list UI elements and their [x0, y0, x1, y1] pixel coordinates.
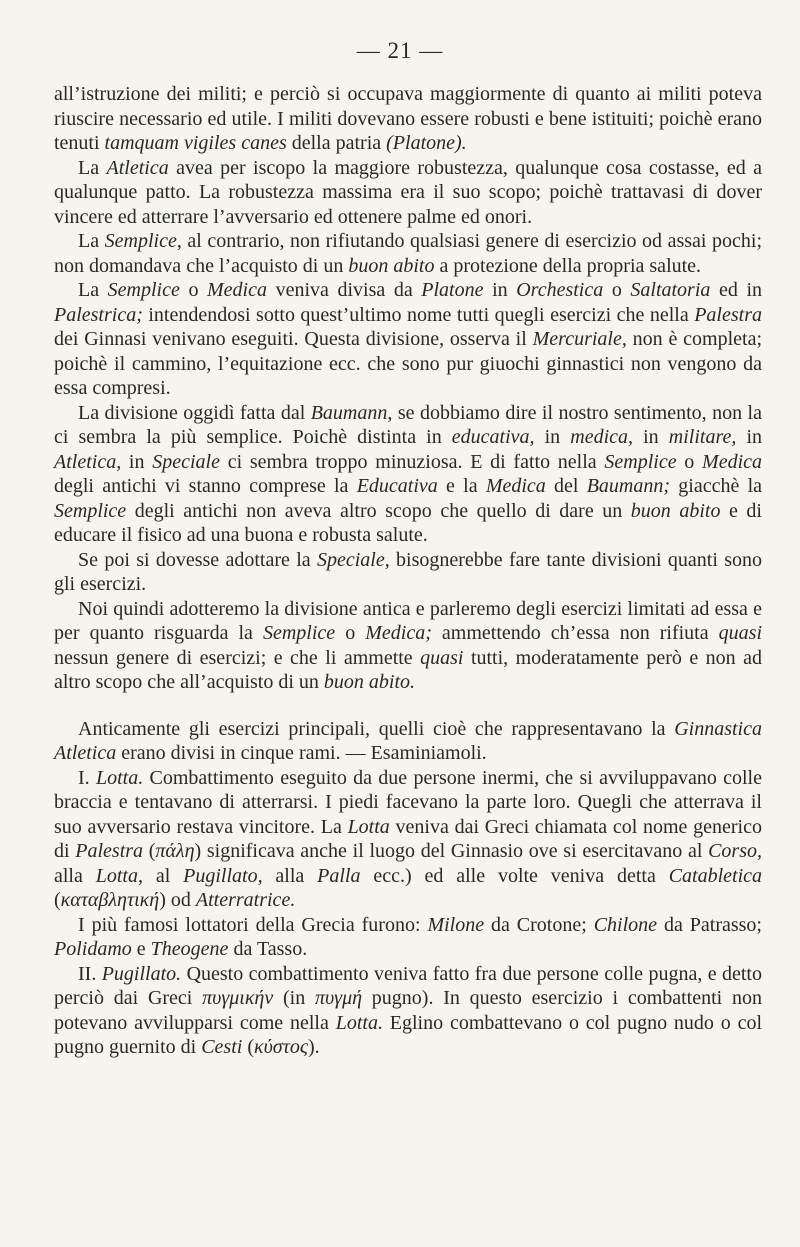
text-run: degli antichi non aveva altro scopo che quello di dare un: [126, 499, 631, 522]
paragraph-p9: [54, 766, 762, 913]
text-run: a protezione della propria salute.: [434, 254, 702, 277]
italic-run: Catabletica: [668, 864, 763, 887]
text-run: e la: [437, 475, 486, 497]
paragraph-p1: [54, 82, 762, 156]
italic-run: Pugillato,: [183, 864, 263, 887]
italic-run: Medica: [702, 450, 763, 473]
italic-run: Speciale,: [316, 548, 390, 571]
italic-run: Orchestica: [516, 279, 604, 301]
italic-run: buon abito.: [323, 671, 416, 693]
text-run: Combattimento eseguito da due persone inermi, che si avviluppavano colle braccia e tentavano di atterrarsi. I piedi facevano la parte loro. Quegli che atterrava il suo avversario restava vincitore. La: [54, 766, 762, 838]
text-run: della patria: [286, 132, 387, 154]
italic-run: educativa,: [451, 426, 535, 448]
italic-run: Semplice,: [104, 230, 182, 252]
paragraph-p10: [54, 913, 762, 962]
italic-run: Saltatoria: [630, 279, 711, 301]
italic-run: Theogene: [150, 938, 229, 960]
italic-run: Lotta.: [95, 766, 144, 789]
text-run: ci sembra troppo minuziosa. E di fatto nella: [219, 450, 605, 473]
italic-run: Pugillato.: [101, 962, 182, 985]
text-run: La: [78, 230, 105, 252]
italic-run: Baumann;: [586, 475, 671, 497]
italic-run: Platone: [421, 279, 484, 301]
text-run: pugno). In questo esercizio i combattenti non potevano avvilupparsi come nella: [54, 987, 762, 1034]
italic-run: πυγμή: [314, 987, 363, 1009]
text-run: Anticamente gli esercizi principali, quelli cioè che rappresentavano la: [78, 717, 675, 740]
italic-run: Cesti: [201, 1036, 243, 1058]
text-run: veniva dai Greci chiamata col nome generico di: [54, 815, 762, 862]
italic-run: Semplice: [262, 622, 336, 644]
text-run: Se poi si dovesse adottare la: [78, 548, 317, 571]
paragraph-p8: [54, 717, 762, 766]
text-run: in: [121, 450, 153, 473]
text-run: La divisione oggidì fatta dal: [78, 401, 311, 424]
italic-run: Atletica,: [54, 450, 122, 473]
page-number: — 21 —: [356, 38, 444, 63]
text-run: dei Ginnasi venivano eseguiti. Questa divisione, osserva il: [54, 328, 533, 350]
text-run: ) significava anche il luogo del Ginnasio ove si esercitavano al: [194, 840, 709, 862]
italic-run: Medica: [485, 475, 546, 497]
italic-run: κύστος: [254, 1036, 308, 1058]
italic-run: Semplice: [54, 499, 127, 522]
italic-run: militare,: [668, 426, 737, 448]
text-run: in: [633, 426, 669, 448]
text-run: e: [131, 938, 151, 960]
text-run: all’istruzione dei militi; e perciò si occupava maggiormente di quanto ai militi poteva riuscire necessario ed utile. I militi dovevano essere robusti e bene istituiti; poichè erano tenuti: [54, 83, 762, 154]
italic-run: Semplice: [604, 450, 677, 473]
italic-run: Mercuriale,: [532, 328, 627, 350]
italic-run: Educativa: [356, 475, 438, 497]
italic-run: Atletica: [106, 156, 169, 179]
text-run: in: [483, 279, 517, 301]
text-run: (: [54, 889, 61, 911]
text-run: non è completa; poichè il cammino, l’equitazione ecc. che sono pur giuochi ginnastici non vengono da essa compresi.: [54, 328, 763, 399]
text-run: nessun genere di esercizi; e che li ammette: [54, 646, 421, 669]
text-run: ed in: [710, 279, 762, 301]
text-run: ).: [307, 1036, 320, 1058]
italic-run: buon abito: [630, 499, 721, 522]
italic-run: Palestra: [75, 840, 144, 862]
text-run: tutti, moderatamente però e non ad altro scopo che all’acquisto di un: [54, 646, 762, 693]
italic-run: Palla: [317, 864, 361, 887]
text-run: I più famosi lottatori della Grecia furono:: [78, 913, 428, 936]
text-run: del: [545, 475, 587, 497]
text-run: e di educare il fisico ad una buona e robusta salute.: [54, 499, 762, 546]
text-run: ecc.) ed alle volte veniva detta: [360, 864, 669, 887]
italic-run: Ginnastica Atletica: [54, 717, 762, 764]
text-run: al: [142, 864, 184, 887]
text-run: o: [335, 622, 366, 644]
text-run: degli antichi vi stanno comprese la: [54, 475, 357, 497]
italic-run: Lotta.: [335, 1011, 383, 1034]
italic-run: (Platone).: [386, 132, 467, 154]
italic-run: Lotta,: [95, 864, 143, 887]
italic-run: Atterratrice.: [195, 889, 296, 911]
text-run: al contrario, non rifiutando qualsiasi genere di esercizio od assai pochi; non domandava che l’acquisto di un: [54, 230, 763, 277]
text-run: intendendosi sotto quest’ultimo nome tutti quegli esercizi che nella: [142, 303, 695, 326]
italic-run: medica,: [570, 426, 634, 448]
italic-run: quasi: [420, 646, 464, 669]
text-run: ) od: [159, 889, 196, 911]
italic-run: Polidamo: [54, 938, 132, 960]
italic-run: Milone: [427, 913, 485, 936]
text-run: in: [534, 426, 571, 448]
text-run: Noi quindi adotteremo la divisione antica e parleremo degli esercizi limitati ad essa e per quanto risguarda la: [54, 597, 762, 644]
text-run: I.: [78, 766, 96, 789]
text-run: alla: [262, 864, 318, 887]
text-run: o: [179, 279, 208, 301]
italic-run: Palestrica;: [54, 303, 143, 326]
paragraph-p11: [54, 962, 762, 1060]
text-run: Questo combattimento veniva fatto fra due persone colle pugna, e detto perciò dai Greci: [54, 962, 762, 1009]
italic-run: quasi: [718, 622, 762, 644]
page-body: [54, 82, 762, 1060]
text-run: da Patrasso;: [657, 913, 762, 936]
paragraph-p7: [54, 597, 762, 695]
paragraph-p5: [54, 401, 762, 548]
paragraph-p4: [54, 278, 762, 401]
italic-run: Chilone: [593, 913, 658, 936]
italic-run: Lotta: [347, 815, 390, 838]
italic-run: Baumann,: [310, 401, 393, 424]
paragraph-p3: [54, 229, 762, 278]
italic-run: buon abito: [348, 254, 435, 277]
italic-run: Medica: [207, 279, 267, 301]
text-run: da Crotone;: [484, 913, 594, 936]
italic-run: Corso,: [708, 840, 762, 862]
text-run: (: [242, 1036, 255, 1058]
paragraph-p2: [54, 156, 762, 230]
text-run: avea per iscopo la maggiore robustezza, qualunque cosa costasse, ed a qualunque patto. La robustezza massima era il suo scopo; poichè trattavasi di dover vincere ed atterrare l’avversario ed ottenere palme ed onori.: [54, 156, 763, 228]
paragraph-p6: [54, 548, 762, 597]
text-run: se dobbiamo dire il nostro sentimento, non la ci sembra la più semplice. Poichè distinta in: [54, 401, 762, 448]
italic-run: tamquam vigiles canes: [104, 132, 287, 154]
text-run: bisognerebbe fare tante divisioni quanti sono gli esercizi.: [54, 548, 762, 595]
text-run: erano divisi in cinque rami. — Esaminiamoli.: [116, 742, 487, 764]
text-run: alla: [54, 864, 96, 887]
text-run: (in: [273, 987, 315, 1009]
text-run: da Tasso.: [228, 938, 308, 960]
italic-run: καταβλητική: [60, 889, 160, 911]
text-run: o: [676, 450, 703, 473]
text-run: (: [143, 840, 156, 862]
text-run: ammettendo ch’essa non rifiuta: [431, 622, 719, 644]
text-run: Eglino combattevano o col pugno nudo o col pugno guernito di: [54, 1011, 763, 1058]
italic-run: πάλη: [155, 840, 195, 862]
italic-run: Medica;: [365, 622, 432, 644]
text-run: La: [78, 279, 108, 301]
italic-run: Semplice: [107, 279, 180, 301]
text-run: veniva divisa da: [267, 279, 422, 301]
italic-run: πυγμικήν: [202, 987, 274, 1009]
text-run: o: [603, 279, 631, 301]
italic-run: Speciale: [152, 450, 220, 473]
text-run: II.: [78, 962, 102, 985]
text-run: in: [736, 426, 763, 448]
italic-run: Palestra: [694, 303, 762, 326]
text-run: giacchè la: [670, 475, 763, 497]
text-run: La: [78, 156, 107, 179]
